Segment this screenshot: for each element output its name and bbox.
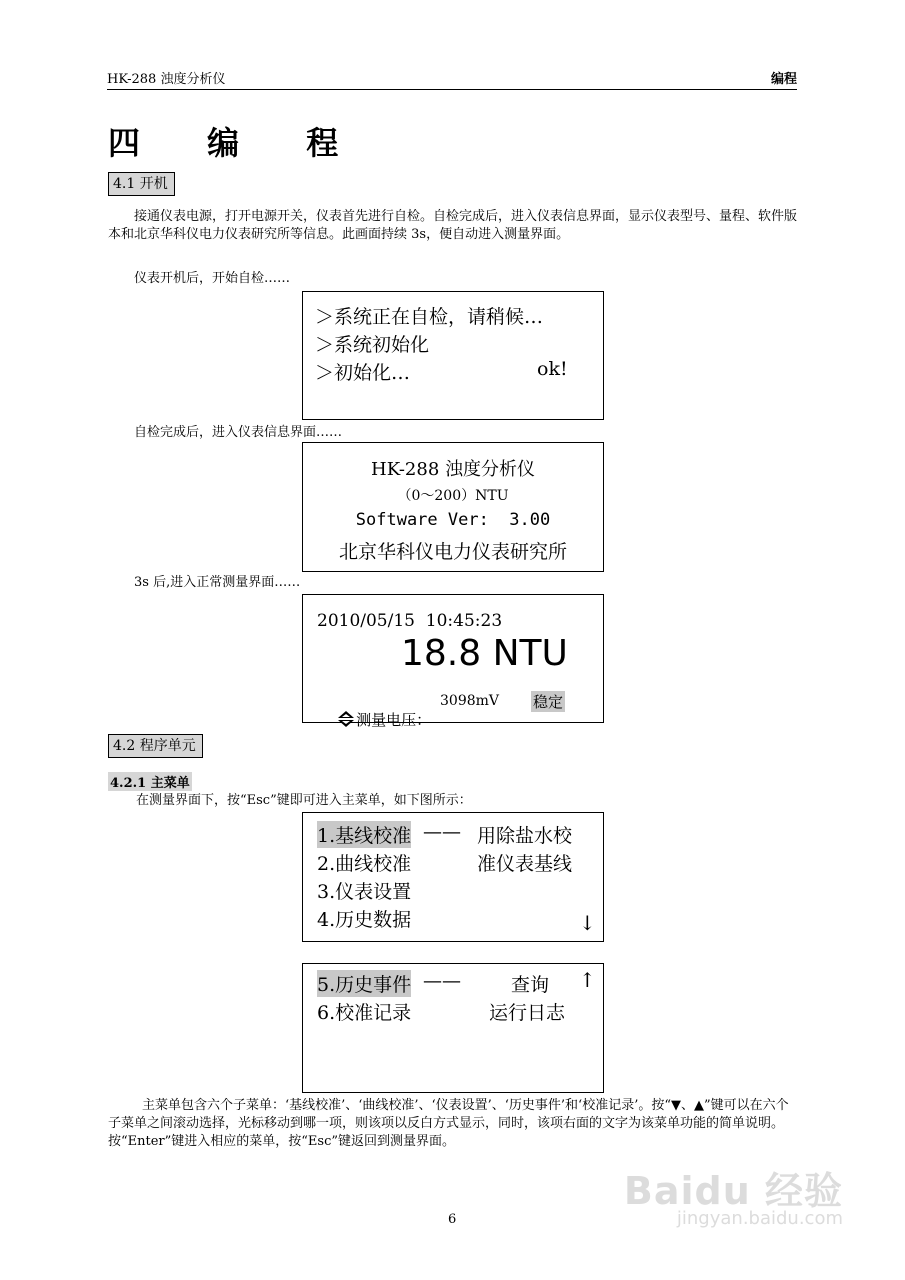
caption-measure-screen: 3s 后,进入正常测量界面…… <box>134 575 301 590</box>
screen-instrument-info <box>302 442 604 572</box>
scroll-up-arrow-icon: ↑ <box>579 968 596 992</box>
menu1-dash: —— <box>423 821 461 843</box>
up-down-arrow-icon <box>336 710 356 728</box>
screen-main-menu-1 <box>302 812 604 942</box>
main-menu-description: 主菜单包含六个子菜单：‘基线校准’、‘曲线校准’、‘仪表设置’、‘历史事件’和‘校准记录’。按“▼、▲”键可以在六个子菜单之间滚动选择，光标移动到哪一项，则该项以反白方式显示，同时，该项右面的文字为该菜单功能的简单说明。按“Enter”键进入相应的菜单，按“Esc”键返回到测量界面。 <box>108 1098 789 1149</box>
page-number: 6 <box>448 1212 457 1227</box>
screen2-range: （0～200）NTU <box>397 488 509 504</box>
menu-item-history-data[interactable]: 4.历史数据 <box>317 909 412 931</box>
menu-item-baseline-calibration[interactable]: 1.基线校准 <box>317 821 411 848</box>
menu-item-curve-calibration[interactable]: 2.曲线校准 <box>317 853 412 875</box>
menu1-desc-line-1: 用除盐水校 <box>477 825 573 847</box>
caption-main-menu: 在测量界面下，按“Esc”键即可进入主菜单，如下图所示： <box>136 793 472 808</box>
screen-self-test <box>302 291 604 420</box>
section-4-1-heading: 4.1 开机 <box>108 172 175 196</box>
subsection-4-2-1-heading: 4.2.1 主菜单 <box>108 772 192 791</box>
watermark-url: jingyan.baidu.com <box>676 1208 843 1229</box>
menu-item-calibration-records[interactable]: 6.校准记录 <box>317 1002 412 1024</box>
screen1-line-3: ＞初始化… <box>315 362 411 384</box>
section-4-2-heading: 4.2 程序单元 <box>108 734 203 758</box>
screen1-line-1: ＞系统正在自检，请稍候… <box>315 306 544 328</box>
watermark-logo: Baidu 经验 <box>623 1169 843 1213</box>
menu2-dash: —— <box>423 970 461 992</box>
menu2-desc-line-2: 运行日志 <box>489 1002 566 1024</box>
voltage-value: 3098mV <box>440 693 500 709</box>
screen1-line-2: ＞系统初始化 <box>315 334 430 356</box>
section-4-1-paragraph: 接通仪表电源，打开电源开关，仪表首先进行自检。自检完成后，进入仪表信息界面，显示仪表型号、量程、软件版本和北京华科仪电力仪表研究所等信息。此画面持续 3s，便自动进入测量界面。 <box>108 209 798 242</box>
header-section: 编程 <box>770 72 797 87</box>
caption-info-screen: 自检完成后，进入仪表信息界面…… <box>134 425 343 440</box>
screen2-version: Software Ver: 3.00 <box>355 510 551 530</box>
menu-item-history-events[interactable]: 5.历史事件 <box>317 970 411 997</box>
scroll-down-arrow-icon: ↓ <box>579 911 596 935</box>
header-title: HK-288 浊度分析仪 <box>107 72 226 87</box>
voltage-label: 测量电压： <box>356 711 432 729</box>
screen3-voltage-row <box>317 691 431 748</box>
section-4-1-heading-box <box>108 172 175 196</box>
screen1-ok: ok! <box>537 358 568 380</box>
screen2-institute: 北京华科仪电力仪表研究所 <box>338 541 567 563</box>
screen3-datetime: 2010/05/15 10:45:23 <box>317 611 503 631</box>
screen-measurement <box>302 594 604 729</box>
screen-main-menu-2 <box>302 963 604 1093</box>
caption-self-test: 仪表开机后，开始自检…… <box>134 271 291 286</box>
screen3-reading: 18.8 NTU <box>401 633 568 674</box>
menu2-desc-line-1: 查询 <box>511 974 550 996</box>
header-divider <box>107 89 797 90</box>
screen2-model: HK-288 浊度分析仪 <box>371 459 535 480</box>
menu1-desc-line-2: 准仪表基线 <box>477 853 573 875</box>
chapter-title: 四 编 程 <box>108 124 367 162</box>
menu-item-instrument-settings[interactable]: 3.仪表设置 <box>317 881 412 903</box>
section-4-2-heading-box <box>108 734 203 758</box>
status-badge: 稳定 <box>533 693 564 711</box>
